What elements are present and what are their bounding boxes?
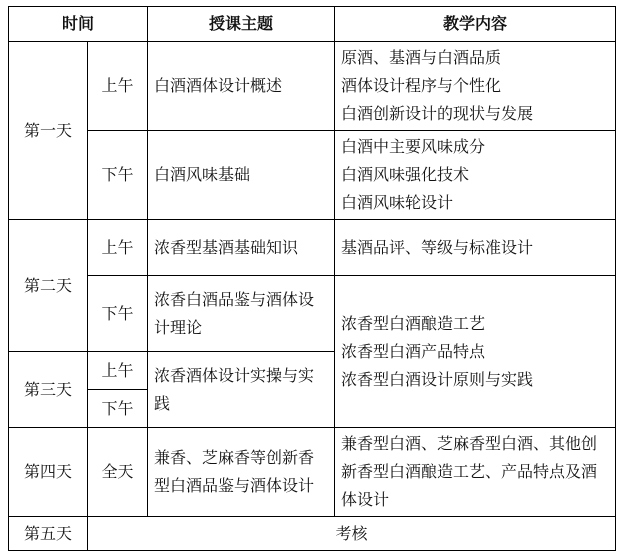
table-row	[9, 517, 616, 551]
content-line: 白酒创新设计的现状与发展	[341, 104, 534, 123]
header-time: 时间	[9, 7, 148, 42]
day-3-pm-period: 下午	[88, 390, 148, 428]
header-row	[9, 7, 616, 42]
day-2-am-period: 上午	[88, 220, 148, 276]
table-row	[9, 131, 616, 220]
topic-text: 浓香型基酒基础知识	[154, 237, 299, 257]
topic-text: 浓香白酒品鉴与酒体设计理论	[154, 289, 315, 337]
table-row	[9, 428, 616, 517]
content-line: 浓香型白酒产品特点	[341, 341, 486, 361]
content-line: 白酒中主要风味成分	[341, 137, 486, 156]
day-2-am-topic	[148, 220, 335, 276]
content-line: 浓香型白酒酿造工艺	[341, 313, 486, 333]
day-2-pm-topic	[148, 276, 335, 352]
day-2-am-content: 基酒品评、等级与标准设计	[335, 220, 616, 276]
day-2-label: 第二天	[9, 220, 88, 352]
day-1-pm-topic: 白酒风味基础	[148, 131, 335, 220]
day-1-pm-period: 下午	[88, 131, 148, 220]
header-content: 教学内容	[335, 7, 616, 42]
day-2-pm-period: 下午	[88, 276, 148, 352]
table-row	[9, 220, 616, 276]
day-2-3-shared-content	[335, 276, 616, 428]
topic-text: 浓香酒体设计实操与实践	[154, 365, 315, 413]
content-line: 浓香型白酒设计原则与实践	[341, 369, 534, 389]
day-5-label: 第五天	[9, 517, 88, 551]
day-5-exam: 考核	[88, 517, 616, 551]
day-3-am-period: 上午	[88, 352, 148, 390]
day-3-label: 第三天	[9, 352, 88, 428]
day-1-pm-content	[335, 131, 616, 220]
content-text: 兼香型白酒、芝麻香型白酒、其他创新香型白酒酿造工艺、产品特点及酒体设计	[341, 434, 598, 509]
content-line: 白酒风味强化技术	[341, 165, 470, 184]
day-4-topic	[148, 428, 335, 517]
course-schedule-table	[8, 6, 616, 551]
table-row	[9, 276, 616, 352]
content-line: 白酒风味轮设计	[341, 193, 454, 212]
day-1-am-period: 上午	[88, 42, 148, 131]
content-line: 原酒、基酒与白酒品质	[341, 48, 502, 67]
day-4-content	[335, 428, 616, 517]
topic-text: 兼香、芝麻香等创新香型白酒品鉴与酒体设计	[154, 448, 315, 495]
day-1-am-content	[335, 42, 616, 131]
day-3-topic	[148, 352, 335, 428]
header-topic: 授课主题	[148, 7, 335, 42]
day-4-label: 第四天	[9, 428, 88, 517]
day-1-label: 第一天	[9, 42, 88, 220]
day-4-period: 全天	[88, 428, 148, 517]
day-1-am-topic: 白酒酒体设计概述	[148, 42, 335, 131]
content-line: 酒体设计程序与个性化	[341, 76, 502, 95]
table-row	[9, 42, 616, 131]
